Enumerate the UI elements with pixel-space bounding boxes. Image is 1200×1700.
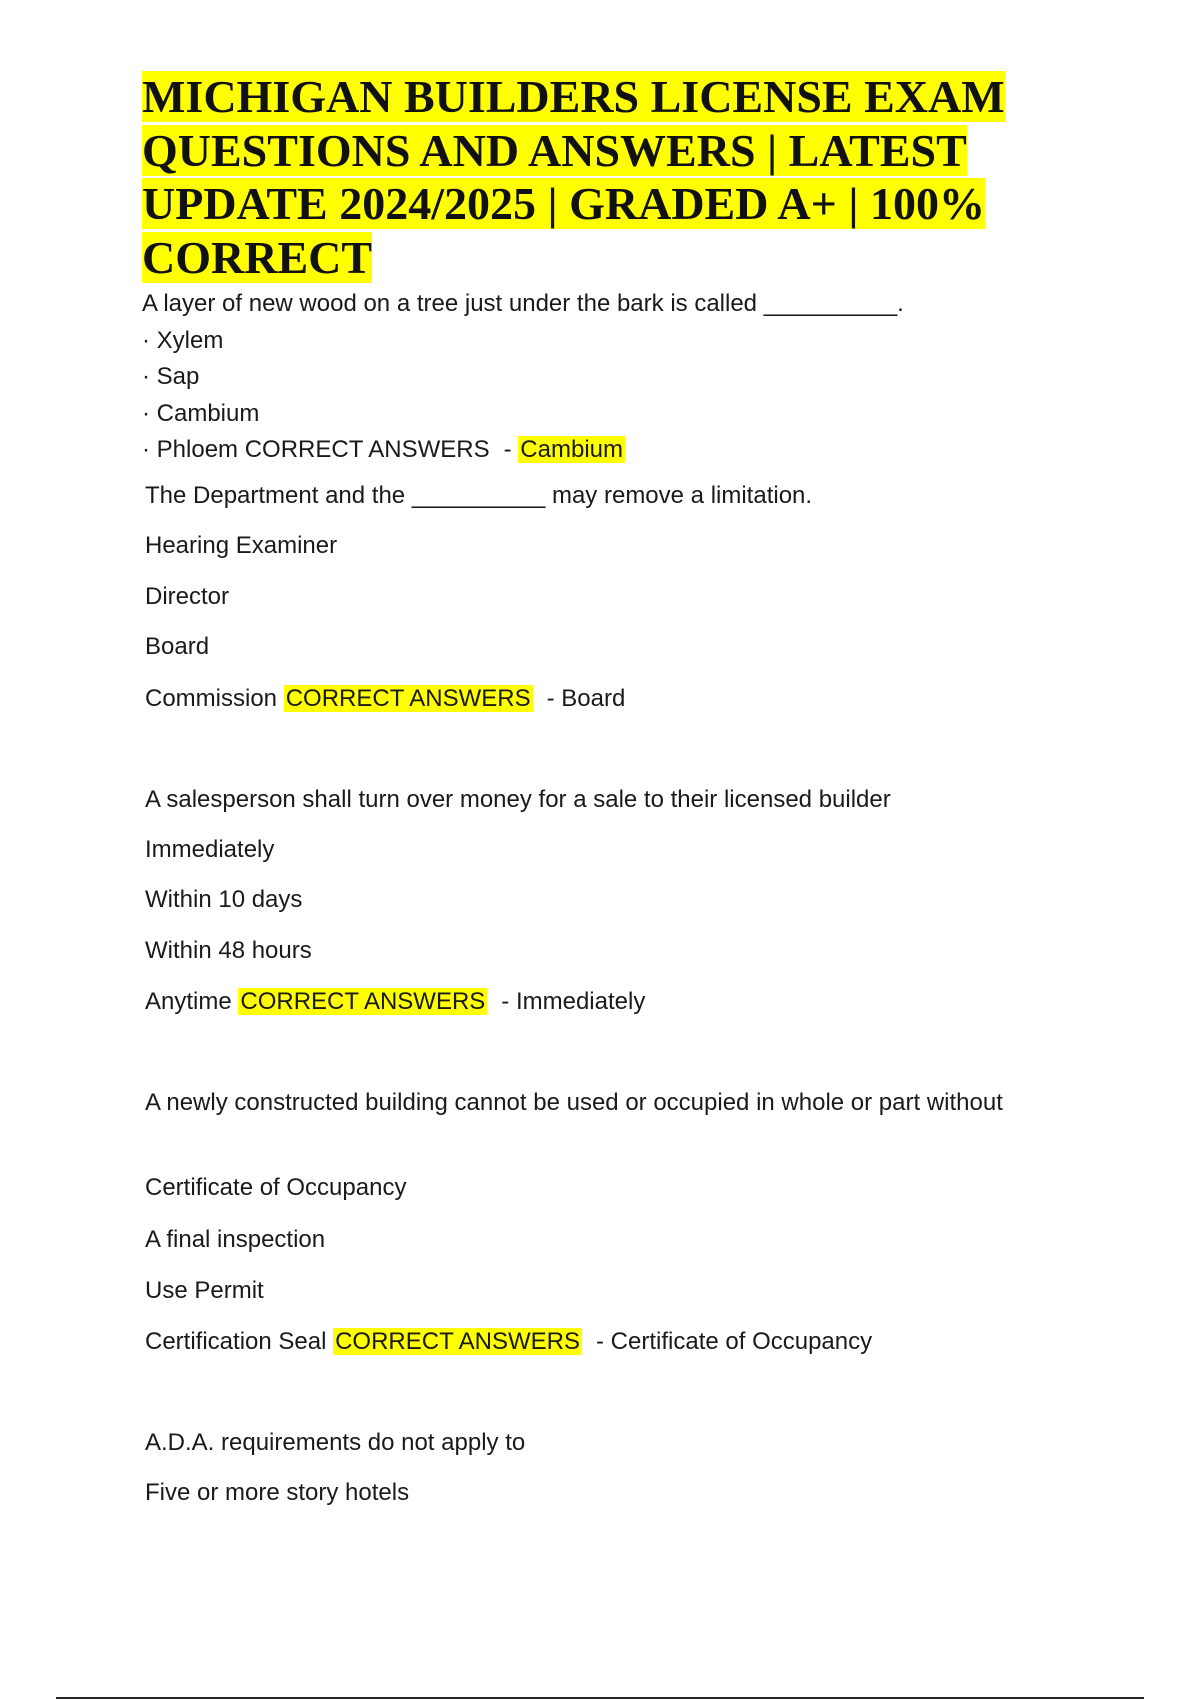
question-2-option-3: Board [145, 633, 210, 660]
question-2-answer: - Board [546, 685, 626, 712]
question-1-option-4: · Phloem CORRECT ANSWERS [142, 436, 490, 463]
question-2-option-4: Commission [145, 685, 278, 712]
question-2-option-2: Director [145, 583, 230, 610]
question-3-answer: - Immediately [501, 988, 646, 1015]
question-1 [142, 286, 1102, 469]
question-5-text: A.D.A. requirements do not apply to [145, 1429, 526, 1456]
question-2-option-1: Hearing Examiner [145, 532, 338, 559]
question-3-answer-line [145, 985, 645, 1019]
question-4-answer-line [145, 1325, 872, 1359]
question-1-option-3: · Cambium [142, 399, 260, 427]
question-5-option-1: Five or more story hotels [145, 1479, 410, 1506]
question-3-text: A salesperson shall turn over money for a sale to their licensed builder [145, 786, 891, 813]
question-3-correct-label: CORRECT ANSWERS [240, 988, 486, 1015]
question-3-option-4: Anytime [145, 988, 232, 1015]
question-2-answer-line [145, 682, 625, 716]
question-4-correct-label: CORRECT ANSWERS [335, 1328, 581, 1355]
question-4-text: A newly constructed building cannot be used or occupied in whole or part without [145, 1089, 1003, 1116]
question-1-option-2: · Sap [142, 363, 200, 390]
question-4-option-4: Certification Seal [145, 1328, 327, 1355]
question-2-text: The Department and the __________ may remove a limitation. [145, 482, 813, 509]
footer-divider [56, 1697, 1144, 1699]
question-1-answer: Cambium [520, 436, 623, 463]
question-4-option-1: Certificate of Occupancy [145, 1174, 407, 1201]
question-4-option-2: A final inspection [145, 1226, 326, 1253]
question-3-option-3: Within 48 hours [145, 937, 312, 964]
question-3-option-1: Immediately [145, 836, 275, 863]
document-title: MICHIGAN BUILDERS LICENSE EXAM QUESTIONS AND ANSWERS | LATEST UPDATE 2024/2025 | GRADED A+ | 100% CORRECT [142, 71, 1005, 283]
question-3-option-2: Within 10 days [145, 886, 303, 913]
question-1-option-1: · Xylem [142, 326, 224, 354]
question-1-option-4-with-answer: · Phloem CORRECT ANSWERS - Cambium [142, 436, 623, 463]
question-4-answer: - Certificate of Occupancy [596, 1328, 873, 1355]
question-2-correct-label: CORRECT ANSWERS [285, 685, 531, 712]
question-4-option-3: Use Permit [145, 1277, 264, 1304]
question-1-text: A layer of new wood on a tree just under the bark is called __________. [142, 290, 904, 317]
